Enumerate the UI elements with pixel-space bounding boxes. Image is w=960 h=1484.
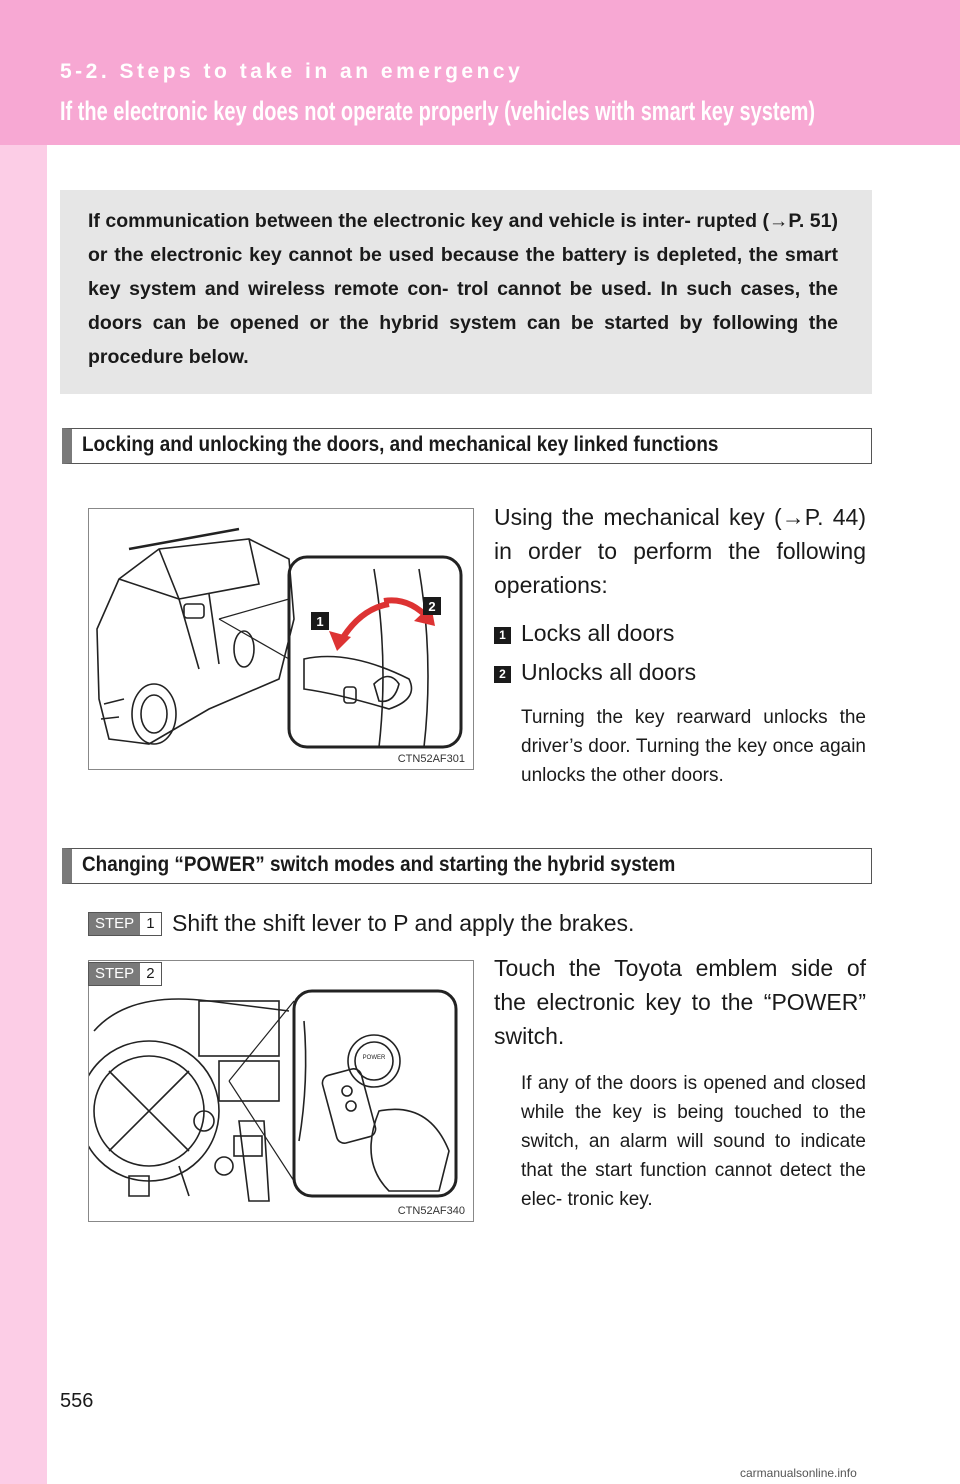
intro-box	[60, 190, 872, 394]
car-door-illustration	[89, 509, 473, 769]
list-item-lock	[494, 616, 866, 650]
page-number: 556	[60, 1390, 94, 1412]
figure-power-switch	[88, 960, 474, 1222]
page-title: If the electronic key does not operate properly (vehicles with smart key system)	[60, 96, 816, 126]
list-item-label: Unlocks all doors	[521, 659, 697, 685]
section-heading-power	[62, 848, 872, 884]
section1-text: Using the mechanical key (→P. 44) in order to perform the following operations:	[494, 504, 866, 598]
step-2-text: Touch the Toyota emblem side of the electronic key to the “POWER” switch.	[494, 955, 866, 1049]
step-1-badge	[88, 912, 162, 936]
power-button-label: POWER	[362, 1055, 386, 1061]
left-margin-strip	[0, 145, 47, 1484]
svg-text:1: 1	[316, 614, 324, 629]
section-heading-text: Changing “POWER” switch modes and starting the hybrid system	[82, 853, 676, 876]
step-2-badge	[88, 962, 162, 986]
step-number: 1	[146, 915, 155, 932]
step-number: 2	[146, 965, 155, 982]
step-1-text: Shift the shift lever to P and apply the brakes.	[172, 910, 635, 936]
intro-text: If communication between the electronic key and vehicle is inter- rupted (→P. 51) or the electronic key cannot be used because the battery is depleted, the smart key system and wireless remote con- trol cannot be used. In such cases, the doors can be opened or the hybrid system can be started by following the procedure below.	[88, 210, 838, 368]
step-word: STEP	[89, 913, 140, 935]
section-heading-text: Locking and unlocking the doors, and mechanical key linked functions	[82, 433, 719, 456]
svg-text:2: 2	[428, 599, 436, 614]
figure-code: CTN52AF301	[397, 753, 465, 765]
list-item-unlock	[494, 655, 866, 689]
item-number-badge: 1	[494, 627, 511, 644]
dashboard-illustration	[89, 961, 473, 1221]
item-number-badge: 2	[494, 666, 511, 683]
section-heading-locking	[62, 428, 872, 464]
section1-note: Turning the key rearward unlocks the driver’s door. Turning the key once again unlocks the other doors.	[521, 707, 866, 786]
figure-door-handle	[88, 508, 474, 770]
step-word: STEP	[89, 963, 140, 985]
step-2-note: If any of the doors is opened and closed while the key is being touched to the switch, an alarm will sound to indicate that the start function cannot detect the elec- tronic key.	[521, 1073, 866, 1210]
watermark: carmanualsonline.info	[740, 1466, 857, 1480]
list-item-label: Locks all doors	[521, 620, 675, 646]
section-number: 5-2. Steps to take in an emergency	[60, 60, 524, 83]
figure-code: CTN52AF340	[397, 1205, 465, 1217]
